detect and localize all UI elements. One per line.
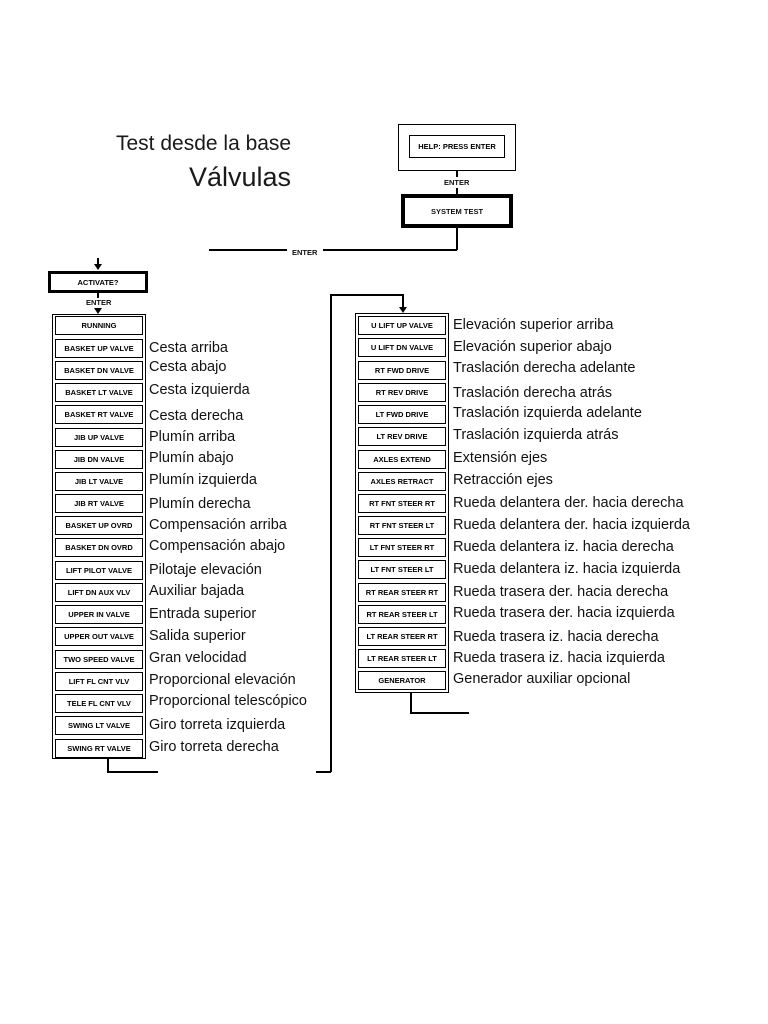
left-valve-description: Giro torreta derecha [149,739,279,755]
left-valve-box[interactable]: LIFT DN AUX VLV [55,583,143,602]
left-valve-box[interactable]: BASKET LT VALVE [55,383,143,402]
left-valve-box[interactable]: UPPER IN VALVE [55,605,143,624]
left-valve-description: Plumín abajo [149,450,234,466]
left-valve-box[interactable]: BASKET RT VALVE [55,405,143,424]
right-valve-description: Generador auxiliar opcional [453,671,631,687]
right-valve-description: Traslación izquierda atrás [453,427,619,443]
left-valve-box[interactable]: BASKET DN VALVE [55,361,143,380]
left-valve-box[interactable]: LIFT FL CNT VLV [55,672,143,691]
connector-line [97,293,99,298]
right-valve-description: Rueda delantera der. hacia izquierda [453,517,690,533]
connector-line [456,228,458,250]
right-valve-box[interactable]: LT FNT STEER RT [358,538,446,557]
right-valve-box[interactable]: U LIFT UP VALVE [358,316,446,335]
right-valve-description: Rueda delantera iz. hacia izquierda [453,561,681,577]
left-valve-box[interactable]: BASKET UP VALVE [55,339,143,358]
right-valve-description: Elevación superior abajo [453,339,612,355]
left-valve-description: Salida superior [149,628,246,644]
right-valve-box[interactable]: LT REAR STEER RT [358,627,446,646]
right-valve-description: Rueda trasera iz. hacia izquierda [453,650,665,666]
left-valve-box[interactable]: JIB UP VALVE [55,428,143,447]
left-valve-box[interactable]: TWO SPEED VALVE [55,650,143,669]
connector-line [456,171,458,177]
arrow-down-icon [94,264,102,270]
connector-line [107,771,158,773]
right-valve-description: Rueda trasera iz. hacia derecha [453,629,659,645]
right-valve-description: Traslación izquierda adelante [453,405,642,421]
left-valve-description: Proporcional elevación [149,672,296,688]
left-valve-description: Gran velocidad [149,650,247,666]
right-valve-box[interactable]: LT FNT STEER LT [358,560,446,579]
page-title: Test desde la base [116,132,292,155]
right-valve-box[interactable]: LT REV DRIVE [358,427,446,446]
left-valve-description: Cesta derecha [149,408,244,424]
connector-line [330,294,403,296]
right-valve-description: Rueda delantera iz. hacia derecha [453,539,674,555]
left-valve-box[interactable]: BASKET DN OVRD [55,538,143,557]
left-valve-description: Cesta izquierda [149,382,250,398]
right-valve-box[interactable]: LT FWD DRIVE [358,405,446,424]
right-valve-description: Rueda trasera der. hacia izquierda [453,605,675,621]
right-valve-box[interactable]: RT REAR STEER LT [358,605,446,624]
left-valve-box[interactable]: UPPER OUT VALVE [55,627,143,646]
connector-line [209,249,287,251]
right-valve-box[interactable]: AXLES RETRACT [358,472,446,491]
connector-line [323,249,457,251]
right-valve-description: Elevación superior arriba [453,317,614,333]
right-valve-box[interactable]: LT REAR STEER LT [358,649,446,668]
enter-label: ENTER [86,298,112,307]
connector-line [316,771,331,773]
left-valve-description: Plumín derecha [149,496,251,512]
left-valve-description: Plumín arriba [149,429,236,445]
running-box[interactable]: RUNNING [55,316,143,335]
right-valve-box[interactable]: U LIFT DN VALVE [358,338,446,357]
left-valve-box[interactable]: JIB RT VALVE [55,494,143,513]
right-valve-box[interactable]: RT REAR STEER RT [358,583,446,602]
left-valve-description: Entrada superior [149,606,257,622]
connector-line [410,693,412,713]
right-valve-description: Extensión ejes [453,450,548,466]
left-valve-box[interactable]: JIB LT VALVE [55,472,143,491]
left-column-frame [52,314,146,759]
left-valve-box[interactable]: BASKET UP OVRD [55,516,143,535]
left-valve-box[interactable]: SWING LT VALVE [55,716,143,735]
left-valve-box[interactable]: TELE FL CNT VLV [55,694,143,713]
right-valve-box[interactable]: RT FWD DRIVE [358,361,446,380]
left-valve-box[interactable]: SWING RT VALVE [55,739,143,758]
system-test-box[interactable] [401,194,513,228]
right-valve-box[interactable]: RT FNT STEER LT [358,516,446,535]
right-valve-box[interactable]: GENERATOR [358,671,446,690]
right-valve-description: Retracción ejes [453,472,553,488]
activate-box[interactable]: ACTIVATE? [48,271,148,293]
left-valve-box[interactable]: LIFT PILOT VALVE [55,561,143,580]
right-valve-description: Traslación derecha adelante [453,360,636,376]
left-valve-description: Giro torreta izquierda [149,717,286,733]
left-valve-box[interactable]: JIB DN VALVE [55,450,143,469]
right-valve-description: Traslación derecha atrás [453,385,613,401]
right-valve-description: Rueda delantera der. hacia derecha [453,495,684,511]
page-subtitle: Válvulas [189,162,292,192]
system-test-label: SYSTEM TEST [405,198,509,224]
help-box[interactable]: HELP: PRESS ENTER [409,135,505,158]
left-valve-description: Auxiliar bajada [149,583,245,599]
left-valve-description: Plumín izquierda [149,472,257,488]
left-valve-description: Compensación arriba [149,517,287,533]
left-valve-description: Cesta abajo [149,359,227,375]
right-valve-box[interactable]: RT REV DRIVE [358,383,446,402]
right-valve-description: Rueda trasera der. hacia derecha [453,584,669,600]
connector-line [402,294,404,308]
left-valve-description: Proporcional telescópico [149,693,307,709]
connector-line [410,712,469,714]
right-valve-box[interactable]: AXLES EXTEND [358,450,446,469]
left-valve-description: Cesta arriba [149,340,228,356]
enter-label: ENTER [292,248,318,257]
enter-label: ENTER [444,178,470,187]
left-valve-description: Pilotaje elevación [149,562,262,578]
connector-line [330,294,332,772]
right-valve-box[interactable]: RT FNT STEER RT [358,494,446,513]
left-valve-description: Compensación abajo [149,538,286,554]
